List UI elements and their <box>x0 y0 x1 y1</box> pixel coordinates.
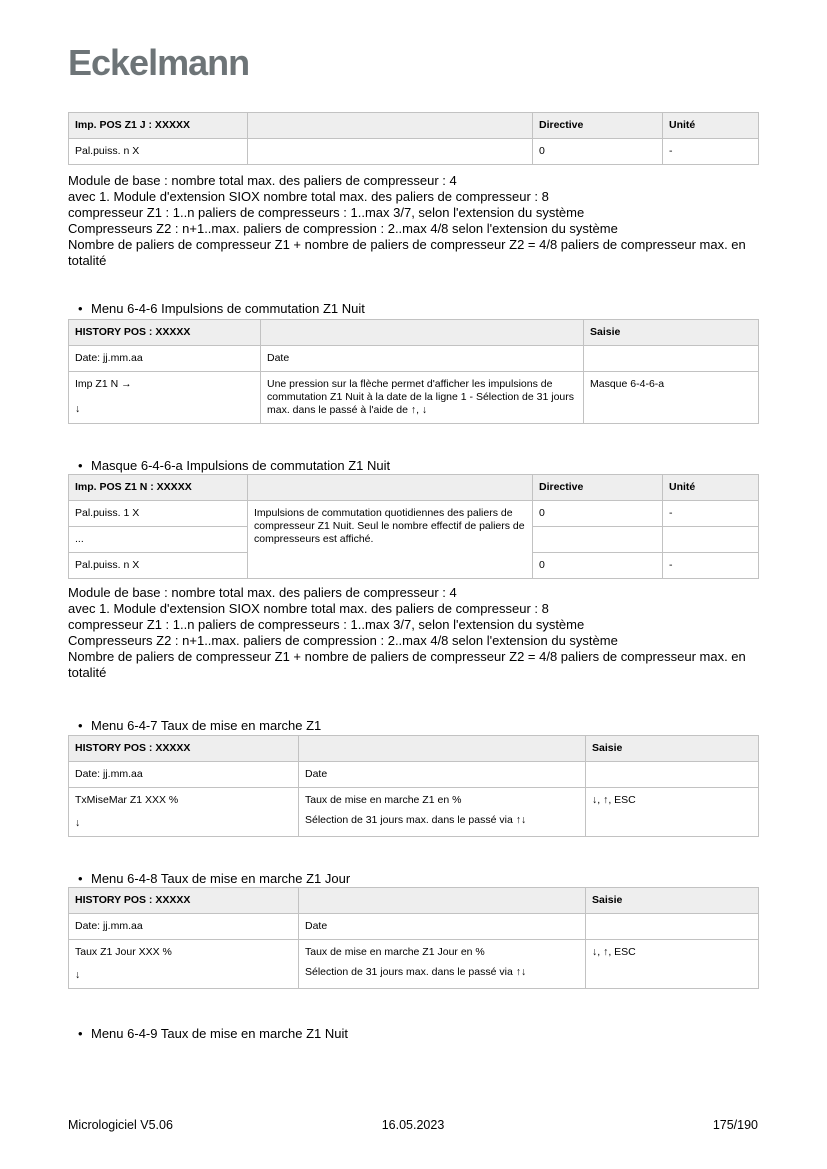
cell-line: Sélection de 31 jours max. dans le passé via ↑↓ <box>305 814 527 826</box>
table-row <box>69 762 759 788</box>
table-cell <box>299 788 586 837</box>
table-header-cell: Saisie <box>586 736 759 762</box>
table-header-row <box>69 113 759 139</box>
table-header-cell <box>299 888 586 914</box>
table-cell: - <box>663 501 759 527</box>
table-cell: Pal.puiss. n X <box>69 139 248 165</box>
table-header-cell: Saisie <box>586 888 759 914</box>
bullet-masque-6-4-6-a <box>68 457 758 474</box>
table-header-cell: Unité <box>663 113 759 139</box>
down-arrow-glyph: ↓ <box>75 817 81 829</box>
table-cell: Date <box>261 346 584 372</box>
table-cell: Une pression sur la flèche permet d'afficher les impulsions de commutation Z1 Nuit à la date de la ligne 1 - Sélection de 31 jours max. dans le passé à l'aide de ↑, ↓ <box>261 372 584 424</box>
table-cell: Date: jj.mm.aa <box>69 346 261 372</box>
bullet-icon: • <box>78 301 83 316</box>
table-header-cell: HISTORY POS : XXXXX <box>69 320 261 346</box>
table-header-row <box>69 736 759 762</box>
table-cell: ... <box>69 527 248 553</box>
table-header-row <box>69 320 759 346</box>
table-cell: - <box>663 553 759 579</box>
note-line: Module de base : nombre total max. des paliers de compresseur : 4 <box>68 173 457 188</box>
note-line: Module de base : nombre total max. des paliers de compresseur : 4 <box>68 585 457 600</box>
table-header-cell: HISTORY POS : XXXXX <box>69 736 299 762</box>
table-cell: Date <box>299 762 586 788</box>
table-row <box>69 139 759 165</box>
table-cell <box>248 139 533 165</box>
note-line: avec 1. Module d'extension SIOX nombre total max. des paliers de compresseur : 8 <box>68 601 549 616</box>
cell-line: Taux Z1 Jour XXX % <box>75 946 172 958</box>
table-cell <box>584 346 759 372</box>
cell-line: Taux de mise en marche Z1 Jour en % <box>305 946 485 958</box>
bullet-menu-6-4-8 <box>68 870 758 887</box>
table-cell: Date: jj.mm.aa <box>69 762 299 788</box>
table-header-cell: Imp. POS Z1 N : XXXXX <box>69 475 248 501</box>
table-cell: Date: jj.mm.aa <box>69 914 299 940</box>
table-row <box>69 501 759 527</box>
table-cell-merged-description: Impulsions de commutation quotidiennes des paliers de compresseur Z1 Nuit. Seul le nombre effectif de paliers de compresseurs est affiché. <box>248 501 533 579</box>
footer-page-number: 175/190 <box>712 1118 758 1132</box>
table-cell: 0 <box>533 553 663 579</box>
table-history-pos-648 <box>68 887 759 989</box>
table-header-cell <box>299 736 586 762</box>
cell-line: Taux de mise en marche Z1 en % <box>305 794 462 806</box>
note-line: compresseur Z1 : 1..n paliers de compresseurs : 1..max 3/7, selon l'extension du système <box>68 205 585 220</box>
table-row <box>69 940 759 989</box>
cell-line: Sélection de 31 jours max. dans le passé via ↑↓ <box>305 966 527 978</box>
table-cell <box>533 527 663 553</box>
table-cell: - <box>663 139 759 165</box>
table-cell: Masque 6-4-6-a <box>584 372 759 424</box>
table-header-cell <box>261 320 584 346</box>
bullet-icon: • <box>78 458 83 473</box>
table-row <box>69 788 759 837</box>
table-cell <box>586 914 759 940</box>
table-cell: Pal.puiss. 1 X <box>69 501 248 527</box>
note-line: Nombre de paliers de compresseur Z1 + nombre de paliers de compresseur Z2 = 4/8 paliers de compresseur max. en totalité <box>68 237 746 268</box>
bullet-icon: • <box>78 718 83 733</box>
page-footer <box>68 1118 758 1133</box>
table-cell: ↓, ↑, ESC <box>586 940 759 989</box>
note-line: Compresseurs Z2 : n+1..max. paliers de compression : 2..max 4/8 selon l'extension du système <box>68 633 618 648</box>
table-cell <box>69 788 299 837</box>
bullet-menu-6-4-9 <box>68 1025 758 1042</box>
eckelmann-logo: Eckelmann <box>68 42 250 83</box>
table-header-cell: Directive <box>533 113 663 139</box>
bullet-label: Menu 6-4-6 Impulsions de commutation Z1 Nuit <box>91 301 365 316</box>
table-header-cell <box>248 475 533 501</box>
bullet-icon: • <box>78 871 83 886</box>
module-note <box>68 173 758 269</box>
footer-date: 16.05.2023 <box>381 1118 445 1132</box>
bullet-label: Masque 6-4-6-a Impulsions de commutation Z1 Nuit <box>91 458 391 473</box>
table-cell <box>663 527 759 553</box>
bullet-icon: • <box>78 1026 83 1041</box>
cell-line: Imp Z1 N → <box>75 378 132 390</box>
bullet-label: Menu 6-4-7 Taux de mise en marche Z1 <box>91 718 322 733</box>
table-imp-pos-z1-j <box>68 112 759 165</box>
table-row <box>69 372 759 424</box>
table-header-cell: Directive <box>533 475 663 501</box>
table-cell <box>586 762 759 788</box>
table-imp-pos-z1-n <box>68 474 759 579</box>
module-note <box>68 585 758 681</box>
bullet-label: Menu 6-4-8 Taux de mise en marche Z1 Jour <box>91 871 351 886</box>
table-cell <box>69 372 261 424</box>
table-header-cell: Saisie <box>584 320 759 346</box>
table-cell <box>69 940 299 989</box>
table-header-cell: HISTORY POS : XXXXX <box>69 888 299 914</box>
table-cell: Date <box>299 914 586 940</box>
table-header-row <box>69 888 759 914</box>
bullet-menu-6-4-7 <box>68 717 758 734</box>
table-header-cell: Imp. POS Z1 J : XXXXX <box>69 113 248 139</box>
table-cell: ↓, ↑, ESC <box>586 788 759 837</box>
note-line: compresseur Z1 : 1..n paliers de compresseurs : 1..max 3/7, selon l'extension du système <box>68 617 585 632</box>
bullet-menu-6-4-6 <box>68 300 758 317</box>
down-arrow-glyph: ↓ <box>75 403 81 415</box>
bullet-label: Menu 6-4-9 Taux de mise en marche Z1 Nuit <box>91 1026 348 1041</box>
table-cell: 0 <box>533 139 663 165</box>
down-arrow-glyph: ↓ <box>75 969 81 981</box>
note-line: Compresseurs Z2 : n+1..max. paliers de compression : 2..max 4/8 selon l'extension du système <box>68 221 618 236</box>
table-row <box>69 346 759 372</box>
note-line: avec 1. Module d'extension SIOX nombre total max. des paliers de compresseur : 8 <box>68 189 549 204</box>
table-row <box>69 914 759 940</box>
table-cell: Pal.puiss. n X <box>69 553 248 579</box>
table-cell <box>299 940 586 989</box>
table-cell: 0 <box>533 501 663 527</box>
note-line: Nombre de paliers de compresseur Z1 + nombre de paliers de compresseur Z2 = 4/8 paliers de compresseur max. en totalité <box>68 649 746 680</box>
table-header-cell <box>248 113 533 139</box>
table-header-row <box>69 475 759 501</box>
table-history-pos-647 <box>68 735 759 837</box>
footer-version: Micrologiciel V5.06 <box>68 1118 173 1132</box>
table-header-cell: Unité <box>663 475 759 501</box>
cell-line: TxMiseMar Z1 XXX % <box>75 794 179 806</box>
table-history-pos-646 <box>68 319 759 424</box>
